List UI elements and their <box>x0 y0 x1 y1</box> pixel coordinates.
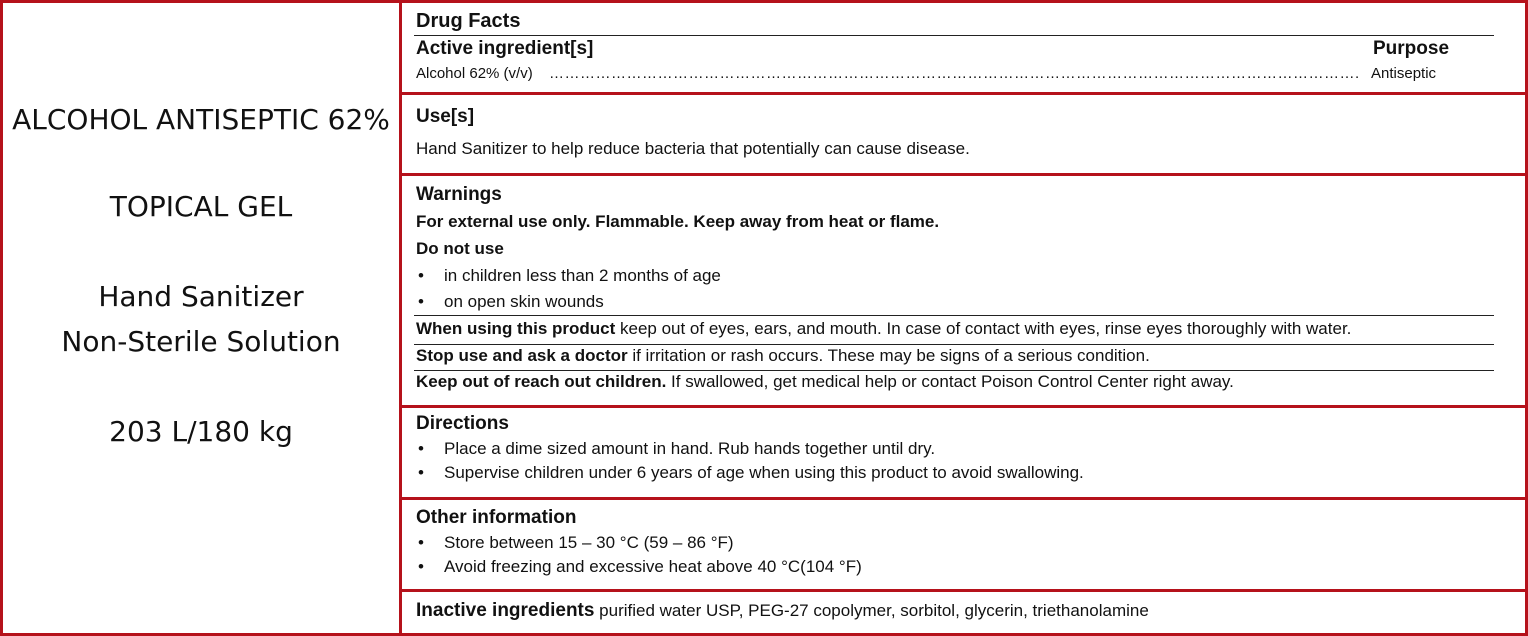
other-info-item: Store between 15 – 30 °C (59 – 86 °F) <box>444 533 734 552</box>
when-using-label: When using this product <box>416 319 616 338</box>
warnings-heading: Warnings <box>416 184 502 205</box>
product-quantity: 203 L/180 kg <box>109 415 293 448</box>
bullet: • <box>418 463 424 482</box>
other-info-item: Avoid freezing and excessive heat above 40 °C(104 °F) <box>444 557 862 576</box>
keep-out-text: If swallowed, get medical help or contact Poison Control Center right away. <box>666 372 1234 391</box>
inactive-ingredients-label: Inactive ingredients <box>416 600 595 621</box>
inactive-ingredients <box>416 600 1149 622</box>
keep-out-warning <box>416 371 1234 393</box>
other-info-heading: Other information <box>416 507 577 528</box>
product-sterility: Non-Sterile Solution <box>61 325 341 358</box>
do-not-use-item: in children less than 2 months of age <box>444 266 721 285</box>
section-divider <box>399 405 1528 408</box>
direction-item: Place a dime sized amount in hand. Rub hands together until dry. <box>444 439 936 458</box>
bullet: • <box>418 439 424 458</box>
bullet: • <box>418 557 424 576</box>
stop-use-warning <box>416 345 1150 367</box>
section-divider <box>399 92 1528 95</box>
bullet: • <box>418 292 424 311</box>
uses-text: Hand Sanitizer to help reduce bacteria that potentially can cause disease. <box>416 139 970 158</box>
uses-heading: Use[s] <box>416 106 475 127</box>
when-using-warning <box>416 318 1351 340</box>
panel-divider <box>399 0 402 636</box>
bullet: • <box>418 266 424 285</box>
active-ingredient-heading: Active ingredient[s] <box>416 38 594 59</box>
when-using-text: keep out of eyes, ears, and mouth. In case of contact with eyes, rinse eyes thoroughly with water. <box>615 319 1352 338</box>
section-divider <box>399 589 1528 592</box>
dot-leader: …………………………………………………………………………………………………………………………………………. <box>549 65 1360 82</box>
purpose-value: Antiseptic <box>1371 65 1437 82</box>
direction-item: Supervise children under 6 years of age when using this product to avoid swallowing. <box>444 463 1084 482</box>
product-strength: ALCOHOL ANTISEPTIC 62% <box>12 103 390 136</box>
do-not-use-item: on open skin wounds <box>444 292 604 311</box>
keep-out-label: Keep out of reach out children. <box>416 372 667 391</box>
section-divider <box>399 173 1528 176</box>
product-name-panel <box>3 0 399 636</box>
active-ingredient: Alcohol 62% (v/v) <box>416 65 533 82</box>
do-not-use-heading: Do not use <box>416 239 504 258</box>
rule <box>414 35 1494 36</box>
drug-facts-title: Drug Facts <box>416 10 521 32</box>
stop-use-label: Stop use and ask a doctor <box>416 346 628 365</box>
stop-use-text: if irritation or rash occurs. These may be signs of a serious condition. <box>627 346 1150 365</box>
product-form: TOPICAL GEL <box>109 190 293 223</box>
rule <box>414 315 1494 316</box>
section-divider <box>399 497 1528 500</box>
inactive-ingredients-text: purified water USP, PEG-27 copolymer, sorbitol, glycerin, triethanolamine <box>594 601 1149 620</box>
purpose-heading: Purpose <box>1373 38 1450 59</box>
product-type: Hand Sanitizer <box>98 280 304 313</box>
external-use-warning: For external use only. Flammable. Keep away from heat or flame. <box>416 212 940 231</box>
bullet: • <box>418 533 424 552</box>
directions-heading: Directions <box>416 413 509 434</box>
